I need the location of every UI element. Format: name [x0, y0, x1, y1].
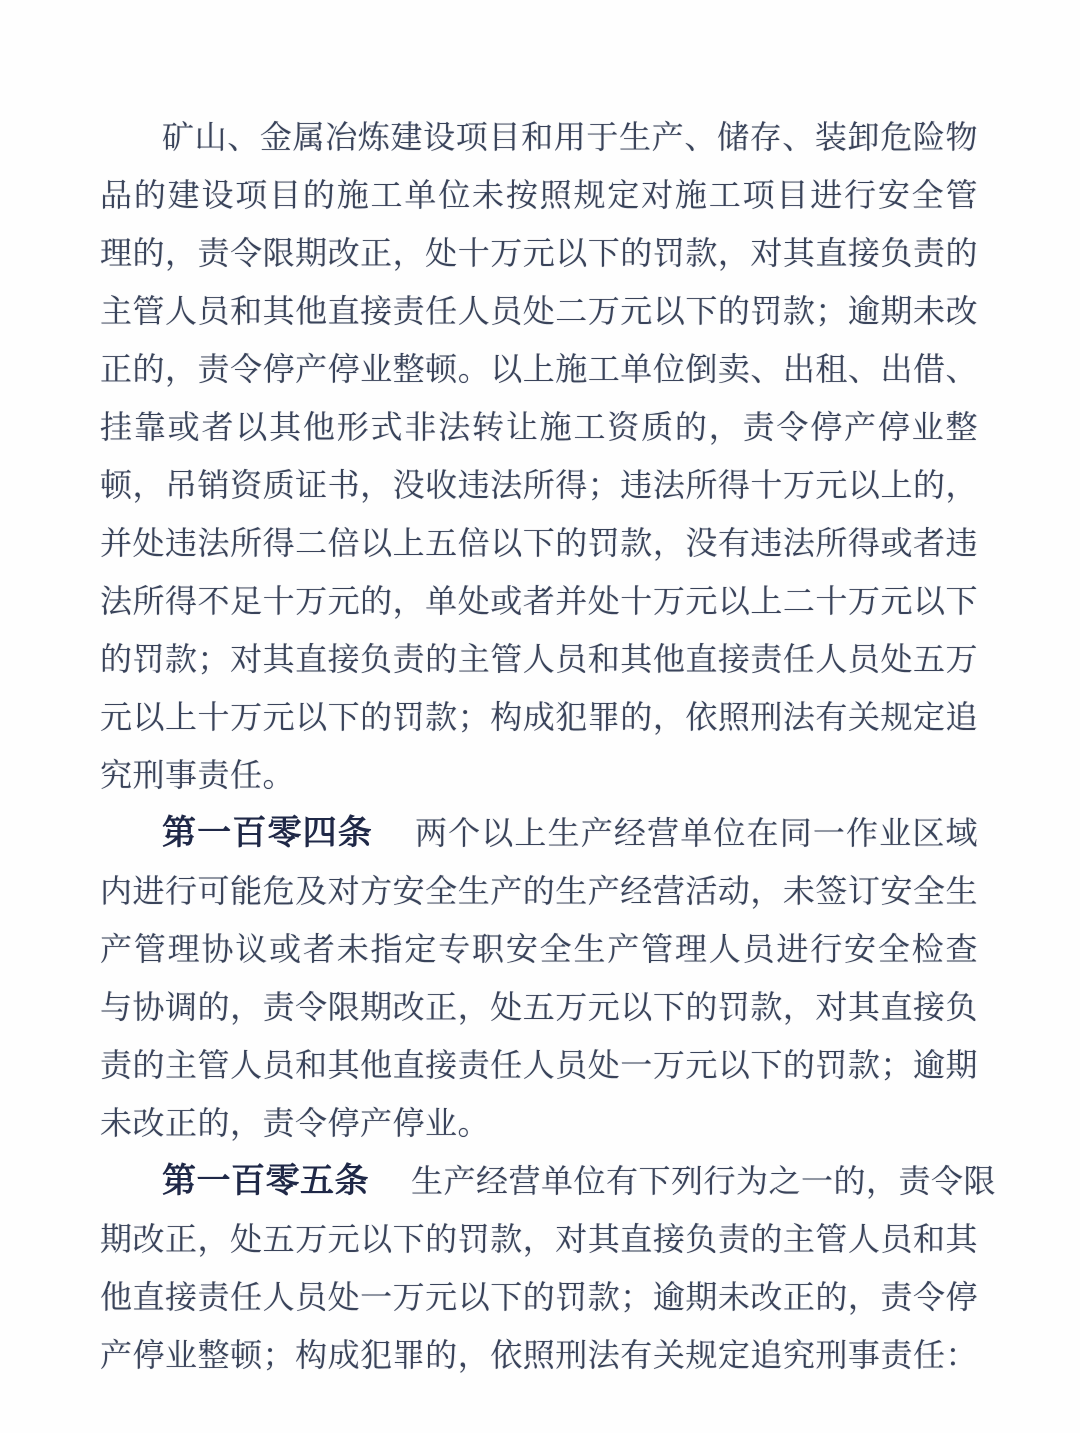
text-line: 矿山、金属冶炼建设项目和用于生产、储存、装卸危险物 [162, 119, 978, 155]
text-line: 主管人员和其他直接责任人员处二万元以下的罚款；逾期未改 [100, 293, 978, 329]
text-line: 正的，责令停产停业整顿。以上施工单位倒卖、出租、出借、 [100, 351, 978, 387]
text-line: 顿，吊销资质证书，没收违法所得；违法所得十万元以上的， [100, 467, 978, 503]
article-heading-line [100, 1152, 997, 1210]
paragraph-penalty-construction [100, 108, 978, 804]
text-line: 责的主管人员和其他直接责任人员处一万元以下的罚款；逾期 [100, 1047, 978, 1083]
article-text: 两个以上生产经营单位在同一作业区域 [414, 815, 978, 851]
text-line: 内进行可能危及对方安全生产的生产经营活动，未签订安全生 [100, 873, 978, 909]
text-line: 产停业整顿；构成犯罪的，依照刑法有关规定追究刑事责任： [100, 1337, 978, 1373]
document-body [100, 108, 997, 1384]
text-line: 未改正的，责令停产停业。 [100, 1105, 491, 1141]
text-line: 期改正，处五万元以下的罚款，对其直接负责的主管人员和其 [100, 1221, 978, 1257]
text-line: 理的，责令限期改正，处十万元以下的罚款，对其直接负责的 [100, 235, 978, 271]
article-heading-line [100, 804, 978, 862]
text-line: 挂靠或者以其他形式非法转让施工资质的，责令停产停业整 [100, 409, 978, 445]
text-line: 品的建设项目的施工单位未按照规定对施工项目进行安全管 [100, 177, 978, 213]
paragraph-article-105 [100, 1152, 997, 1384]
text-line: 产管理协议或者未指定专职安全生产管理人员进行安全检查 [100, 931, 978, 967]
text-line: 的罚款；对其直接负责的主管人员和其他直接责任人员处五万 [100, 641, 978, 677]
text-line: 与协调的，责令限期改正，处五万元以下的罚款，对其直接负 [100, 989, 978, 1025]
paragraph-article-104 [100, 804, 978, 1152]
text-line: 法所得不足十万元的，单处或者并处十万元以上二十万元以下 [100, 583, 978, 619]
text-line: 究刑事责任。 [100, 757, 296, 793]
article-text: 生产经营单位有下列行为之一的，责令限 [411, 1163, 997, 1199]
text-line: 元以上十万元以下的罚款；构成犯罪的，依照刑法有关规定追 [100, 699, 978, 735]
article-number-104: 第一百零四条 [162, 814, 373, 852]
article-number-105: 第一百零五条 [162, 1162, 369, 1200]
text-line: 并处违法所得二倍以上五倍以下的罚款，没有违法所得或者违 [100, 525, 978, 561]
text-line: 他直接责任人员处一万元以下的罚款；逾期未改正的，责令停 [100, 1279, 978, 1315]
